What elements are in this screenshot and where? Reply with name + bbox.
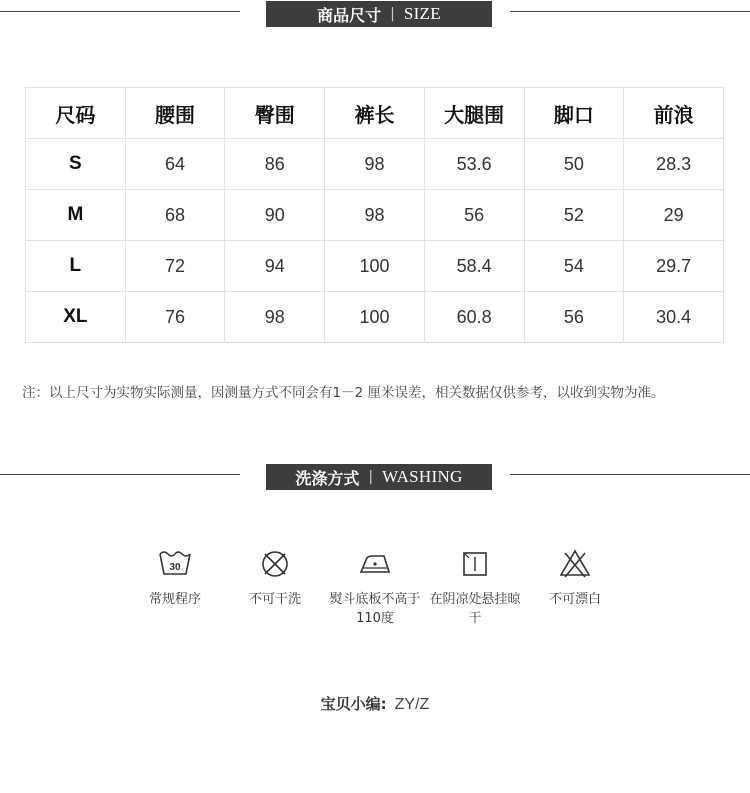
cell-hem: 54 xyxy=(524,241,624,292)
cell-thigh: 60.8 xyxy=(424,292,524,343)
wash-section-header xyxy=(0,464,750,490)
wash-item-normal xyxy=(125,548,225,609)
table-row xyxy=(26,139,724,190)
header-front-rise: 前浪 xyxy=(624,88,724,139)
cell-front-rise: 29 xyxy=(624,190,724,241)
wash-title-cn: 洗涤方式 xyxy=(295,468,360,488)
cell-hem: 50 xyxy=(524,139,624,190)
header-rule-left xyxy=(0,11,240,12)
wash-temp-label: 30 xyxy=(169,562,181,573)
measurement-note: 注：以上尺寸为实物实际测量，因测量方式不同会有1－2 厘米误差，相关数据仅供参考，以收到实物为准。 xyxy=(22,385,665,401)
table-row xyxy=(26,190,724,241)
wash-label: 熨斗底板不高于110度 xyxy=(329,592,421,626)
wash-item-line-dry xyxy=(425,548,525,628)
wash-title-en: WASHING xyxy=(382,467,463,486)
header-size: 尺码 xyxy=(26,88,126,139)
header-thigh: 大腿围 xyxy=(424,88,524,139)
wash-label: 常规程序 xyxy=(148,592,201,607)
wash-item-no-bleach xyxy=(525,548,625,609)
wash-label: 不可漂白 xyxy=(548,592,601,607)
cell-size: S xyxy=(26,139,126,190)
header-rule-left xyxy=(0,474,240,475)
cell-hip: 94 xyxy=(225,241,325,292)
cell-thigh: 53.6 xyxy=(424,139,524,190)
cell-hem: 52 xyxy=(524,190,624,241)
no-dry-clean-icon xyxy=(258,548,292,578)
cell-hip: 86 xyxy=(225,139,325,190)
header-length: 裤长 xyxy=(325,88,425,139)
size-title-tab xyxy=(266,1,492,27)
table-row xyxy=(26,292,724,343)
wash-item-iron xyxy=(325,548,425,628)
wash-item-no-dry-clean xyxy=(225,548,325,609)
cell-length: 98 xyxy=(325,139,425,190)
size-title-cn: 商品尺寸 xyxy=(317,5,382,25)
table-row xyxy=(26,241,724,292)
header-rule-right xyxy=(510,474,750,475)
cell-length: 100 xyxy=(325,241,425,292)
cell-front-rise: 30.4 xyxy=(624,292,724,343)
header-hip: 臀围 xyxy=(225,88,325,139)
cell-waist: 72 xyxy=(125,241,225,292)
cell-front-rise: 29.7 xyxy=(624,241,724,292)
cell-size: XL xyxy=(26,292,126,343)
wash-label: 不可干洗 xyxy=(248,592,301,607)
header-waist: 腰围 xyxy=(125,88,225,139)
size-table xyxy=(25,87,724,343)
header-rule-right xyxy=(510,11,750,12)
size-title-divider: | xyxy=(390,6,395,22)
cell-size: L xyxy=(26,241,126,292)
no-bleach-icon xyxy=(558,548,592,578)
cell-thigh: 56 xyxy=(424,190,524,241)
iron-low-icon xyxy=(358,548,392,578)
wash-label: 在阴凉处悬挂晾干 xyxy=(429,592,521,626)
header-hem: 脚口 xyxy=(524,88,624,139)
cell-thigh: 58.4 xyxy=(424,241,524,292)
cell-size: M xyxy=(26,190,126,241)
cell-waist: 76 xyxy=(125,292,225,343)
size-table-header-row xyxy=(26,88,724,139)
cell-hip: 90 xyxy=(225,190,325,241)
editor-credit xyxy=(0,693,750,714)
wash-title-tab xyxy=(266,464,492,490)
cell-hip: 98 xyxy=(225,292,325,343)
size-section-header xyxy=(0,1,750,27)
wash-30-icon xyxy=(158,548,192,578)
size-title-en: SIZE xyxy=(403,4,441,23)
cell-length: 98 xyxy=(325,190,425,241)
cell-waist: 68 xyxy=(125,190,225,241)
cell-front-rise: 28.3 xyxy=(624,139,724,190)
cell-waist: 64 xyxy=(125,139,225,190)
line-dry-shade-icon xyxy=(458,548,492,578)
editor-value: ZY/Z xyxy=(394,696,430,713)
cell-length: 100 xyxy=(325,292,425,343)
editor-label: 宝贝小编: xyxy=(320,695,387,713)
cell-hem: 56 xyxy=(524,292,624,343)
wash-title-divider: | xyxy=(368,469,374,485)
